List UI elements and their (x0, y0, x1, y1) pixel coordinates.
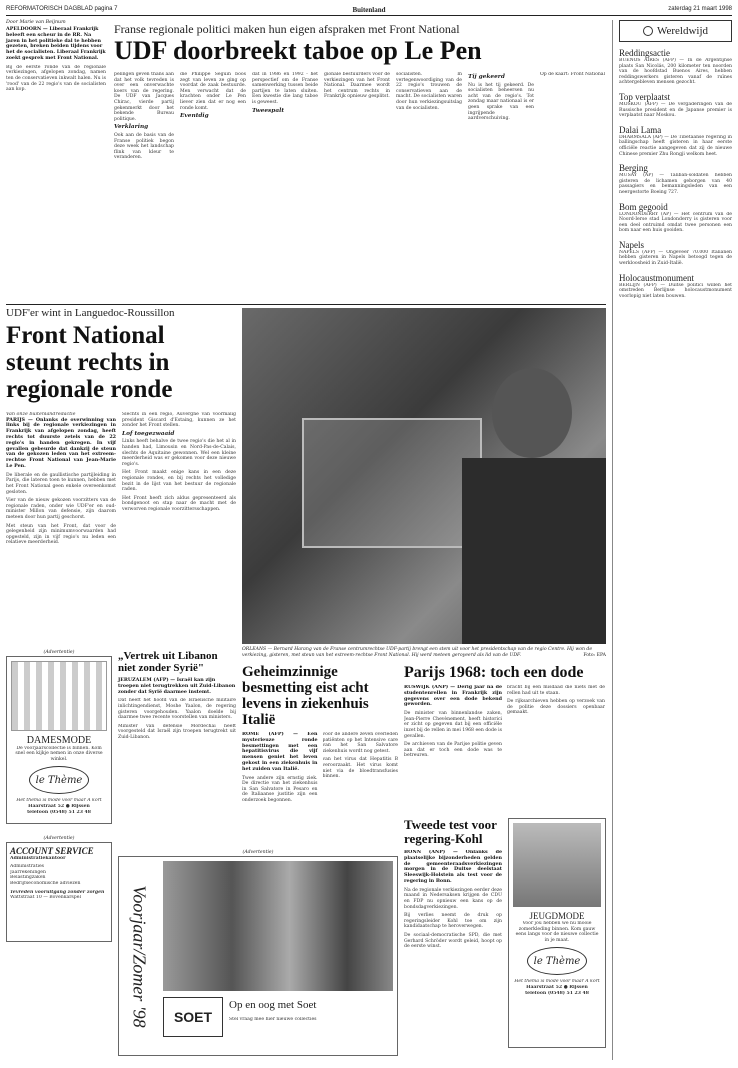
divider (6, 304, 606, 305)
sidebar-item-title: Bom gegooid (619, 201, 668, 212)
kohl-body-3: De sociaal-democratische SPD, die met Gerhard Schröder wordt geleid, hoopt op de eerste winst. (404, 932, 502, 950)
ad-jeugdmode (508, 818, 606, 1048)
italie-body: Twee andere zijn ernstig ziek. De directie van het ziekenhuis in San Salvatore in Pesaro en de Italiaanse justitie zijn een onderzoek begonnen. (242, 775, 318, 803)
ad-soet-sub: Stel vraag mee hier nieuwe collecties (229, 1016, 317, 1022)
ad-damesmode (6, 650, 112, 830)
sidebar-wereldwijd (612, 20, 732, 1060)
ad-soet (118, 850, 398, 1060)
fn-lead: PARIJS — Onlanks de overwinning van links bij de regionale verkiezingen in Frankrijk van afgelopen zondag, heeft rechts tot duurste zetels van de 22 regio's in handen gekregen. In vijf gevallen gebeurde dat dankzij de steun van de gekozen leden van het extreem-rechtse Front National van Jean-Marie Le Pen. (6, 416, 116, 469)
kohl-body: Na de regionale verkiezingen eerder deze maand in Nedersaksen krijgen de CDU en FDP nu opnieuw een kans op de bondsdagverkiezingen. (404, 887, 502, 910)
ad-account-list (10, 864, 108, 886)
parijs-body-4: De rijksarchieven hebben op verzoek van de politie deze dossiers openbaar gemaakt. (507, 699, 605, 716)
sidebar-logo-text: Wereldwijd (656, 25, 709, 37)
runner-section: Buitenland (352, 6, 386, 14)
udf-body-3: Ook aan de basis van de Franse politiek begon deze week het landschap flink van kleur te veranderen. (114, 132, 174, 161)
sidebar-item-text: DHARMSALA (AP) — De Tibetaanse regering in ballingschap heeft gisteren in haar eerste officiële reactie aangegeven dat zij de nieuwe Chinese premier Zhu Rongji welkom heet. (619, 134, 732, 157)
ad-account-service (6, 836, 112, 946)
sidebar-item-title: Napels (619, 239, 644, 250)
ad-soet-title: Op en oog met Soet (229, 998, 317, 1011)
fn-sub-lof: Lof toegezwaaid (122, 430, 175, 437)
ad-theme-address: Haarstraat 52 ● Rijssen (28, 803, 90, 809)
syrie-body: Dat heeft het hoofd van de Israëlische militaire inlichtingendienst, Moshe Yaalon, de regering gisteren voorgehouden. Yaalon doelde bij daarmee twee recente voorstellen van ministers. (118, 698, 236, 721)
ad-label-2: (Advertentie) (43, 836, 75, 841)
account-list-item: Bedrijfseconomische adviezen (10, 880, 81, 886)
udf-sub-tij: Tij gekeerd (468, 74, 505, 80)
ad-account-sub: Administratiekantoor (10, 855, 66, 861)
photo-caption-text: ORLEANS — Bernard Harang van de Franse centrumrechtse UDF-partij brengt een stem uit voor het presidentschap van de regio Centre. Hij won de verkiezing, gisteren, met steun van het extreem-rechtse Front National. Hij werd meteen geroyeerd als lid van de UDF. (242, 647, 593, 658)
udf-body-2: pelingen geven thans aan dat het volk tevreden is over een onverwachte koers van de regering. De UDF van Jacques Chirac, vierde partij gekenmerkt door het bekende Bureau politique. (114, 72, 174, 122)
fn-col2-body-c: Het Front maakt enige kans in een deze regionale rondes, en bij rechts het volledige bezit in de lijst van het bestuur de regionale raden. (122, 470, 236, 493)
sidebar-item-text: NAPELS (AFP) — Ongeveer 70.000 Italianen hebben gisteren in Napels betoogd tegen de werkloosheid in Zuid-Italië. (619, 249, 732, 267)
syrie-lead: JERUZALEM (AFP) — Israël kan zijn troepen niet terugtrekken uit Zuid-Libanon zonder dat Syrië daarmee instemt. (118, 677, 236, 695)
udf-kicker: Franse regionale politici maken hun eigen afspraken met Front National (114, 22, 460, 36)
fn-body-3: Met steun van het Front, dat voor de gelegenheid zijn minimumvoorwaarden had opgesteld, zijn in vijf regio's nu leden een relatieve meerderheid. (6, 523, 116, 546)
parijs-body-2: De archieven van de Parijse politie geven aan dat er toch een dode was te betreuren. (404, 742, 502, 759)
udf-byline: Door Marie van Beijnum (6, 20, 66, 25)
udf-sub-eventdig: Eventdig (180, 113, 209, 120)
udf-body-col6 (396, 72, 462, 300)
ad-theme2-logo: le Thème (527, 947, 587, 975)
ad-voorjaar-text: Voorjaar/Zomer '98 (129, 885, 150, 1028)
ad-theme2-phone: telefoon (0548) 51 23 48 (525, 990, 589, 996)
article-italie (242, 664, 398, 850)
fn-col2-body-d: Het Front heeft zich aldus gepresenteerd als bondgenoot en stap naar de macht met de verworven regionale voorzittersschappen. (122, 495, 236, 512)
ad-account-title: ACCOUNT SERVICE (10, 845, 94, 856)
sidebar-item-title: Top verplaatst (619, 91, 671, 102)
ad-theme-phone: telefoon (0548) 51 23 48 (27, 809, 91, 815)
children-photo (513, 823, 601, 907)
italie-body-2: voor de andere zeven overleden patiënten op het Intensive care van het San Salvatore ziekenhuis wordt nog getest. (322, 732, 398, 754)
sidebar-item-text: BUENOS AIRES (AFP) — In de Argentijnse plaats San Nicolás, 200 kilometer ten noorden van de hoofdstad Buenos Aires, hebben reddingswerkers gisteren vanaf de ruïnes achtergebleven mensen gezocht. (619, 58, 732, 86)
sidebar-item-title: Reddingsactie (619, 48, 670, 58)
ad-account-address: Wattstraat 10 — Bovenkarspel (10, 895, 81, 901)
article-parijs (404, 664, 606, 814)
italie-body-3: van het virus dat Hepatitis B veroorzaakt. Het virus komt niet via de bloedtransfusies binnen. (322, 757, 398, 780)
udf-sub-tweespalt: Tweespalt (252, 107, 284, 114)
ad-theme-slogan: Het thema is mode voor maar A kort (16, 798, 102, 804)
ad-account-slogan: Tevreden vooruitgang zonder zorgen (10, 889, 105, 895)
models-photo (163, 861, 393, 991)
fn-col2-body: Slechts in één regio, Auvergne van voormalig president Giscard d'Estaing, kunnen ze het zonder het Front stellen. (122, 412, 236, 429)
parijs-headline: Parijs 1968: toch een dode (404, 664, 584, 681)
article-syrie (118, 650, 236, 830)
udf-body-col8 (540, 72, 606, 300)
page-running-header (6, 6, 732, 16)
udf-body-col4 (252, 72, 318, 300)
ad-soet-logo: SOET (163, 997, 223, 1037)
udf-body-7: socialisten. In vertegenwoordiging van de 22 regio's trouwen de conservatieven aan de macht. De socialisten waren door hun verkiezingsuitslag van de socialisten. (396, 72, 462, 111)
sidebar-item-text: MUSAY (AP) — Taliban-soldaten hebben gisteren de lichamen geborgen van 40 passagiers en bemanningsleden van een neergestorte Boeing 727. (619, 173, 732, 195)
italie-headline: Geheimzinnige besmetting eist acht levens in ziekenhuis Italië (242, 664, 369, 728)
fn-byline: Van onze buitenlandredactie (6, 412, 76, 417)
italie-lead: ROME (AFP) — Een mysterieuze ronde besmettingen met een hepatitisvirus die vijf mensen geniet het leven gekost in een ziekenhuis in het zuiden van Italië. (242, 732, 318, 772)
parijs-body: De minister van binnenlandse zaken, Jean-Pierre Chevènement, heeft historici er zicht op gegeven dat bij een officiële inzet bij de rellen in mei 1968 een dode is gevallen. (404, 711, 502, 739)
runner-date: zaterdag 21 maart 1998 (668, 6, 732, 12)
account-list-item: Administraties (10, 864, 45, 870)
kohl-lead: BONN (ANP) — Onlanks de plaatselijke bijzonderheden gelden de gemeenteraadsverkiezingen morgen in de Duitse deelstaat Sleeswijk-Holstein als test voor de regering in Bonn. (404, 850, 502, 884)
dresses-image (11, 661, 107, 731)
udf-body-8: Nu is het tij gekeerd. De socialisten beheersen nu acht van de regio's. Tot zondag maar nationaal is er geen sprake van een ingrijpende aardverschuiving. (468, 82, 534, 122)
kohl-headline: Tweede test voor regering-Kohl (404, 817, 497, 846)
ad-theme2-address: Haarstraat 52 ● Rijssen (526, 984, 588, 990)
parijs-body-3: bracht bij een misdaad die niets met de rellen had uit te staan. (507, 685, 605, 696)
sidebar-item-title: Holocaustmonument (619, 272, 694, 283)
article-kohl (404, 818, 502, 1060)
kohl-body-2: Bij verlies neemt de druk op regeringsleider Kohl toe om zijn kandidaatschap te heroverwegen. (404, 913, 502, 930)
udf-body-col5 (324, 72, 390, 300)
udf-body-col3 (180, 72, 246, 300)
syrie-headline: „Vertrek uit Libanon niet zonder Syrië" (118, 650, 218, 674)
fn-body-1: De liberale en de gaullistische partijleiding in Parijs, die lateren toen te kunnen, hebben met het Front National geen enkele overeenkomst gesloten. (6, 472, 116, 495)
photo-credit: Foto: EPA (583, 652, 606, 658)
syrie-body-2: Minister van defensie Mordechai heeft voorgesteld dat Israël zijn troepen terugtrekt uit Zuid-Libanon. (118, 723, 236, 740)
parijs-lead: RUSWIJK (ANP) — Derig jaar na de studentenrellen in Frankrijk zijn gegevens over een dode bekend geworden. (404, 685, 502, 708)
udf-body-6: gionale bestuurders voor de verkiezingen van het Front National. Daarmee wordt het centrum rechts in Frankrijk opnieuw gesplitst. (324, 72, 390, 100)
ad-jeugd-title: JEUGDMODE (529, 911, 585, 921)
udf-body-col7 (468, 72, 534, 300)
udf-lead: APELDOORN — Liberaal Frankrijk beleeft een scheur in de RR. Na jaren in het politieke dal te hebben gezeten, breken beiden tijdens voor het de socialisten. Liberaal Frankrijk zoekt gesprek met Front National. (6, 26, 106, 61)
ad-theme-logo: le Thème (29, 766, 89, 794)
fn-col1 (6, 412, 116, 642)
sidebar-item-text: MOSKOU (AFP) — De vergaderingen van de Russische president en de Japanse premier is verplaatst naar Moskou. (619, 101, 732, 119)
udf-body-5: dat in 1986 en 1992 - het perspectief om de Franse samenwerking tussen beide partijen te laten sluiten. Een kwestie die lang taboe is geweest. (252, 72, 318, 105)
ad-theme2-slogan: Het thema is mode voor maar A kort (514, 979, 600, 985)
sidebar-item-title: Dalai Lama (619, 124, 662, 135)
udf-photo-caption: Op de kaart: Front National (540, 72, 606, 77)
fn-kicker: UDF'er wint in Languedoc-Roussillon (6, 307, 175, 319)
man-head-shape (492, 368, 572, 458)
ballot-box-shape (302, 418, 482, 548)
fn-col2-body-b: Links heeft behalve de twee regio's die het al in handen had, Limousin en Nord-Pas-de-Calais, slechts de Aquitaine gewonnen. Wel een kleine meerderheid was er gekomen voor deze nieuwe regio's. (122, 439, 236, 467)
photo-caption (242, 647, 606, 659)
fn-headline: Front National steunt rechts in regionale ronde (6, 322, 173, 403)
fn-col2 (122, 412, 236, 642)
man-suit-shape (462, 458, 606, 644)
ad-label-1: (Advertentie) (43, 650, 75, 655)
ballot-box-photo (242, 308, 606, 644)
sidebar-item-text: BERLIJN (AFP) — Duitse politici willen het omstreden Berlijnse holocaustmonument voorlopig niet laten bouwen. (619, 282, 732, 299)
ad-jeugd-text: Voor jou hebben we nu mooie zomerkleding binnen. Kom gauw eens langs voor de nieuwe collectie in je maat. (515, 921, 599, 943)
udf-headline: UDF doorbreekt taboe op Le Pen (114, 36, 482, 65)
udf-sub-verklaring: Verklaring (114, 124, 149, 131)
ad-label-3: (Advertentie) (242, 850, 274, 855)
account-list-item: Jaarrekeningen (10, 869, 46, 875)
runner-paper-name: REFORMATORISCH DAGBLAD pagina 7 (6, 6, 118, 12)
udf-body-col2 (114, 72, 174, 300)
udf-body-4: die Philippe Séguin boos zegt van leven ze ging op voordat de zaak bestuurde. Men verwacht dat de krachten onder Le Pen liever zien dat er nog een ronde komt. (180, 72, 246, 111)
udf-left-column (6, 20, 106, 300)
udf-body-1: Bij de eerste ronde van de regionale verkiezingen, afgelopen zondag, namen ten de conservatieven inkwalt halen. Nu is 'rood' van de 22 regio's van de socialisten aan kop. (6, 64, 106, 93)
account-list-item: Belastingzaken (10, 875, 46, 881)
ad-damesmode-title: DAMESMODE (26, 734, 92, 746)
globe-icon (643, 26, 653, 36)
sidebar-logo (619, 20, 732, 42)
sidebar-items (619, 48, 732, 299)
sidebar-item-title: Berging (619, 163, 648, 174)
ad-damesmode-text: De voorjaarscollectie is binnen. Kom snel een kijkje nemen in onze diverse winkel. (15, 745, 103, 762)
sidebar-item-text: LONDONDERRY (AP) — Het centrum van de Noord-Ierse stad Londonderry is gisteren voor een deel ontruimd omdat twee personen een bom naar een huis gooiden. (619, 211, 732, 234)
fn-body-2: Vier van de nieuw gekozen voorzitters van de regionale raden, onder wie UDF'er en oud-minister Millon van defensie, zijn daarom meteen door hun partij geschorst. (6, 498, 116, 520)
